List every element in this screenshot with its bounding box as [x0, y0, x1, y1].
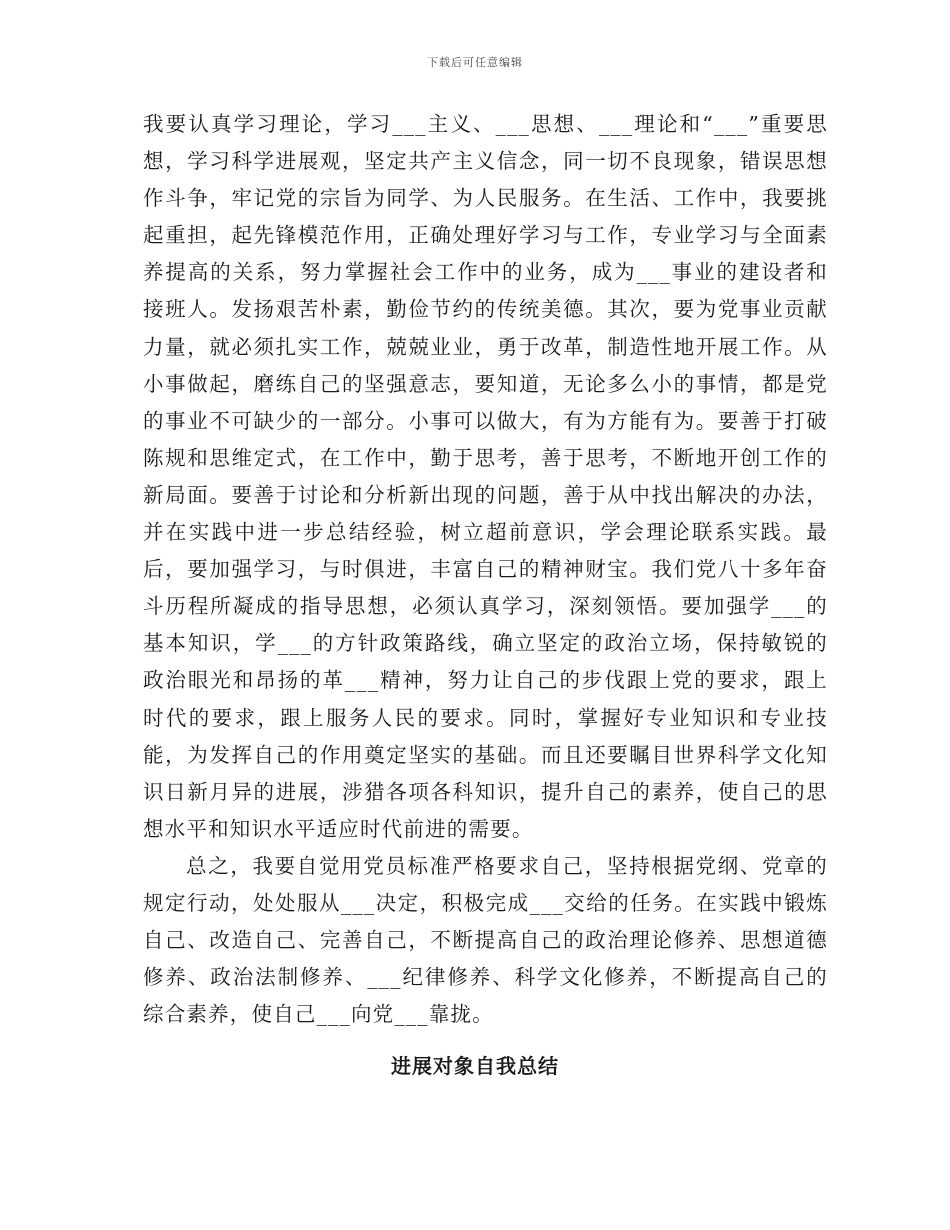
page-header-note: 下载后可任意编辑: [427, 56, 523, 69]
section-title: 进展对象自我总结: [391, 1054, 559, 1078]
body-paragraph-2: 总之，我要自觉用党员标准严格要求自己，坚持根据党纲、党章的规定行动，处处服从___决定，积极完成___交给的任务。在实践中锻炼自己、改造自己、完善自己，不断提高自己的政治理论修养、思想道德修养、政治法制修养、___纪律修养、科学文化修养，不断提高自己的综合素养，使自己___向党___靠拢。: [143, 853, 828, 1027]
document-body: [143, 106, 828, 1033]
body-paragraph-1: 我要认真学习理论，学习___主义、___思想、___理论和“___”重要思想，学习科学进展观，坚定共产主义信念，同一切不良现象，错误思想作斗争，牢记党的宗旨为同学、为人民服务。在生活、工作中，我要挑起重担，起先锋模范作用，正确处理好学习与工作，专业学习与全面素养提高的关系，努力掌握社会工作中的业务，成为___事业的建设者和接班人。发扬艰苦朴素，勤俭节约的传统美德。其次，要为党事业贡献力量，就必须扎实工作，兢兢业业，勇于改革，制造性地开展工作。从小事做起，磨练自己的坚强意志，要知道，无论多么小的事情，都是党的事业不可缺少的一部分。小事可以做大，有为方能有为。要善于打破陈规和思维定式，在工作中，勤于思考，善于思考，不断地开创工作的新局面。要善于讨论和分析新出现的问题，善于从中找出解决的办法，并在实践中进一步总结经验，树立超前意识，学会理论联系实践。最后，要加强学习，与时俱进，丰富自己的精神财宝。我们党八十多年奋斗历程所凝成的指导思想，必须认真学习，深刻领悟。要加强学___的基本知识，学___的方针政策路线，确立坚定的政治立场，保持敏锐的政治眼光和昂扬的革___精神，努力让自己的步伐跟上党的要求，跟上时代的要求，跟上服务人民的要求。同时，掌握好专业知识和专业技能，为发挥自己的作用奠定坚实的基础。而且还要瞩目世界科学文化知识日新月异的进展，涉猎各项各科知识，提升自己的素养，使自己的思想水平和知识水平适应时代前进的需要。: [143, 112, 828, 841]
